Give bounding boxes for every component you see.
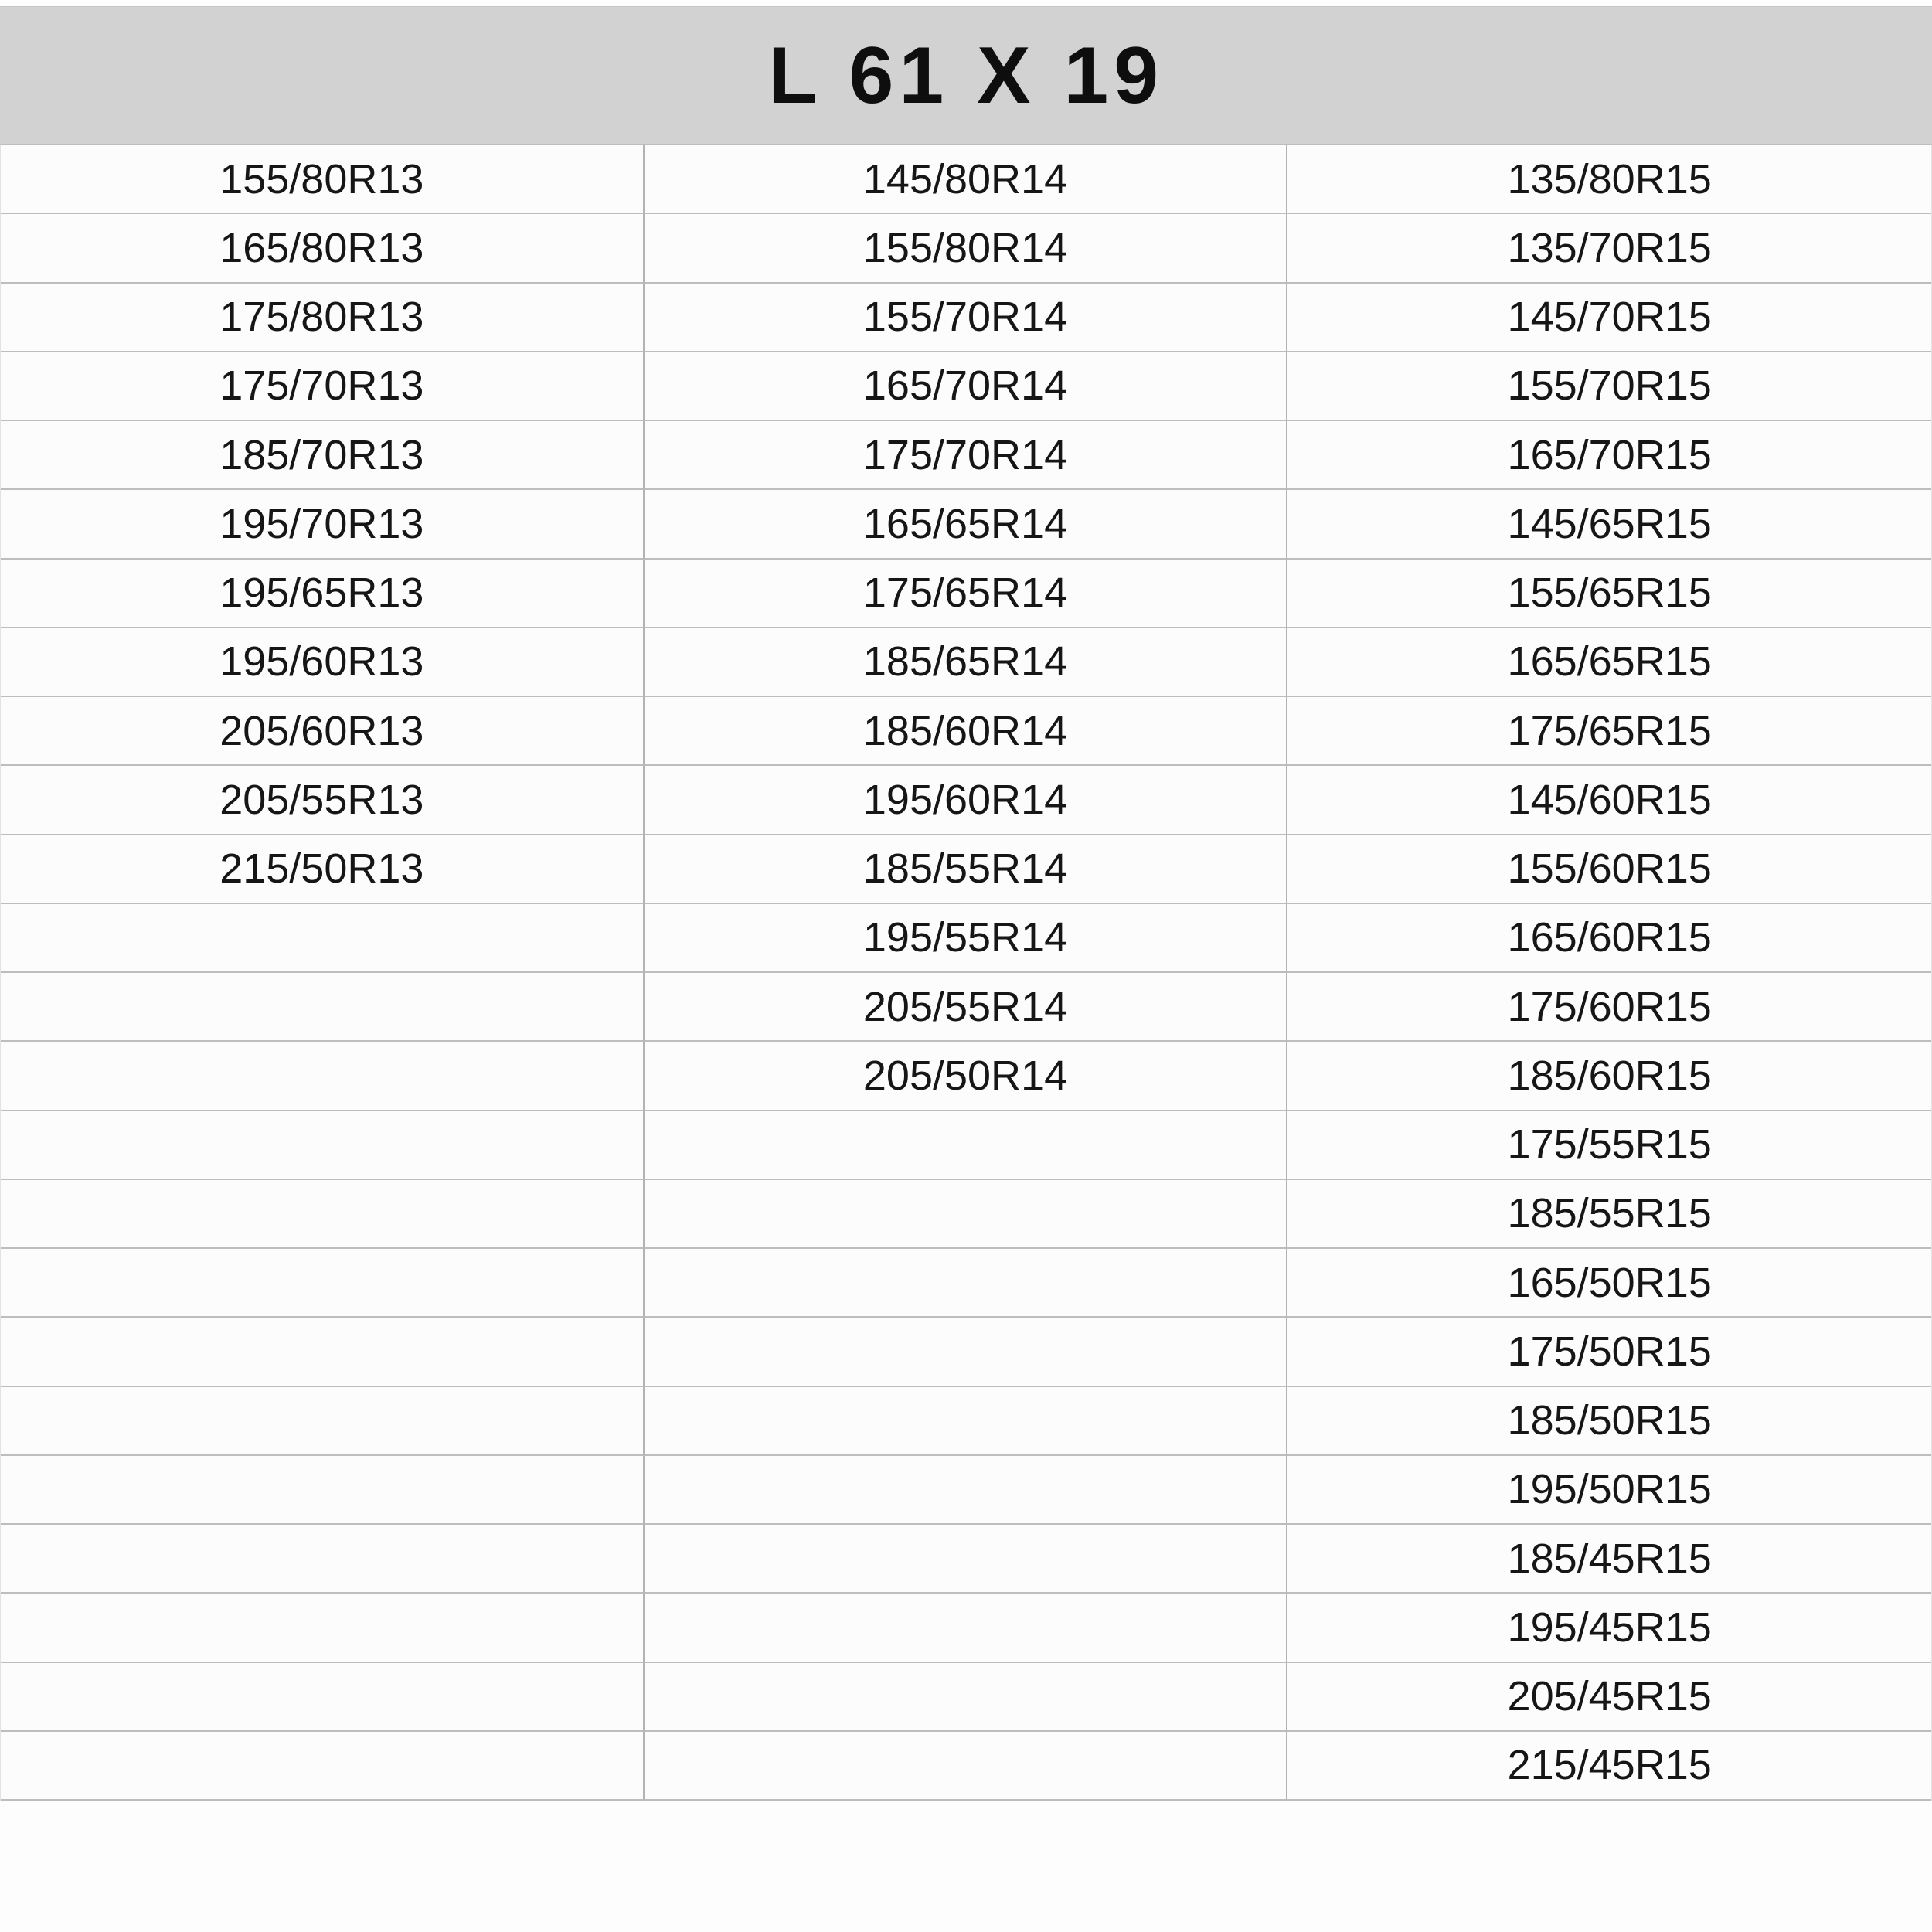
tire-size-cell: 155/70R15 — [1287, 352, 1931, 421]
tire-size-cell: 145/65R15 — [1287, 490, 1931, 559]
tire-size-cell: 205/55R13 — [1, 766, 645, 835]
tire-size-cell — [1, 1318, 645, 1386]
tire-size-cell — [645, 1525, 1288, 1594]
tire-size-cell: 195/70R13 — [1, 490, 645, 559]
tire-size-cell: 195/65R13 — [1, 560, 645, 628]
tire-size-cell — [645, 1387, 1288, 1456]
tire-size-cell: 205/60R13 — [1, 697, 645, 766]
tire-size-cell: 165/70R15 — [1287, 421, 1931, 490]
tire-size-cell: 195/60R14 — [645, 766, 1288, 835]
tire-size-cell — [645, 1732, 1288, 1801]
tire-size-cell: 165/60R15 — [1287, 904, 1931, 973]
tire-size-cell: 175/60R15 — [1287, 973, 1931, 1042]
tire-size-cell: 185/65R14 — [645, 628, 1288, 697]
tire-size-cell — [1, 973, 645, 1042]
tire-size-cell: 135/70R15 — [1287, 214, 1931, 283]
tire-size-cell: 165/65R14 — [645, 490, 1288, 559]
tire-size-cell: 185/55R15 — [1287, 1180, 1931, 1249]
tire-size-cell: 145/70R15 — [1287, 284, 1931, 352]
tire-size-cell: 175/70R14 — [645, 421, 1288, 490]
tire-size-cell: 215/50R13 — [1, 835, 645, 904]
tire-size-cell — [645, 1663, 1288, 1732]
tire-size-cell — [1, 1663, 645, 1732]
tire-size-cell: 155/65R15 — [1287, 560, 1931, 628]
tire-size-cell: 195/45R15 — [1287, 1594, 1931, 1662]
tire-size-cell — [1, 1594, 645, 1662]
tire-size-cell — [1, 1249, 645, 1318]
tire-size-cell — [1, 1180, 645, 1249]
tire-size-cell: 205/50R14 — [645, 1042, 1288, 1111]
tire-size-cell: 165/65R15 — [1287, 628, 1931, 697]
tire-size-cell: 175/65R15 — [1287, 697, 1931, 766]
tire-size-cell: 185/60R14 — [645, 697, 1288, 766]
tire-size-cell: 205/55R14 — [645, 973, 1288, 1042]
tire-size-cell: 175/50R15 — [1287, 1318, 1931, 1386]
tire-size-cell — [1, 1111, 645, 1180]
tire-size-cell: 185/70R13 — [1, 421, 645, 490]
tire-size-cell: 155/70R14 — [645, 284, 1288, 352]
tire-size-cell — [1, 1525, 645, 1594]
tire-size-cell: 165/80R13 — [1, 214, 645, 283]
tire-size-cell — [1, 1456, 645, 1525]
tire-size-cell — [645, 1456, 1288, 1525]
tire-size-cell — [645, 1594, 1288, 1662]
tire-size-cell: 155/60R15 — [1287, 835, 1931, 904]
tire-size-cell: 155/80R13 — [1, 145, 645, 214]
tire-size-cell: 135/80R15 — [1287, 145, 1931, 214]
tire-size-cell — [1, 904, 645, 973]
tire-size-cell: 165/70R14 — [645, 352, 1288, 421]
tire-size-table — [0, 144, 1932, 1801]
tire-size-cell: 145/60R15 — [1287, 766, 1931, 835]
tire-size-cell — [645, 1111, 1288, 1180]
tire-size-cell: 185/50R15 — [1287, 1387, 1931, 1456]
tire-size-cell — [1, 1387, 645, 1456]
tire-size-cell — [1, 1732, 645, 1801]
tire-size-cell: 205/45R15 — [1287, 1663, 1931, 1732]
tire-size-cell: 185/60R15 — [1287, 1042, 1931, 1111]
tire-size-cell — [645, 1180, 1288, 1249]
table-header — [0, 6, 1932, 145]
tire-size-cell: 175/70R13 — [1, 352, 645, 421]
tire-size-cell: 175/80R13 — [1, 284, 645, 352]
tire-size-cell: 155/80R14 — [645, 214, 1288, 283]
table-title: L 61 X 19 — [767, 30, 1165, 121]
tire-size-cell: 215/45R15 — [1287, 1732, 1931, 1801]
tire-size-cell: 175/65R14 — [645, 560, 1288, 628]
tire-size-cell: 175/55R15 — [1287, 1111, 1931, 1180]
tire-size-cell — [645, 1318, 1288, 1386]
tire-size-cell: 185/45R15 — [1287, 1525, 1931, 1594]
tire-size-cell — [1, 1042, 645, 1111]
tire-size-cell: 195/60R13 — [1, 628, 645, 697]
tire-size-cell: 195/55R14 — [645, 904, 1288, 973]
tire-size-cell: 165/50R15 — [1287, 1249, 1931, 1318]
tire-size-cell: 195/50R15 — [1287, 1456, 1931, 1525]
tire-size-cell: 185/55R14 — [645, 835, 1288, 904]
tire-size-cell: 145/80R14 — [645, 145, 1288, 214]
tire-size-cell — [645, 1249, 1288, 1318]
